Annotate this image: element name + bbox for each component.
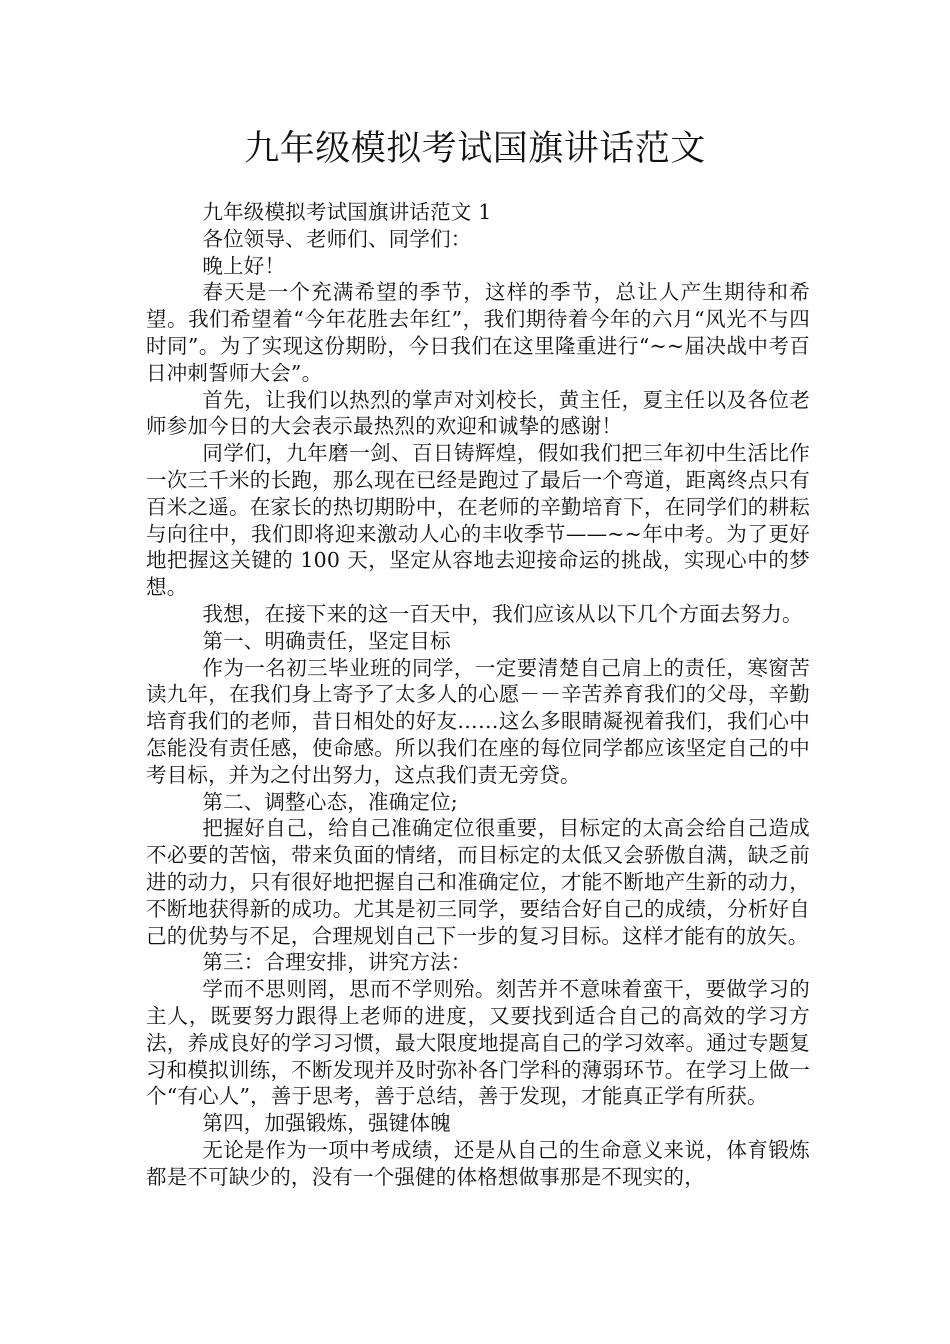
section-heading: 第二、调整心态，准确定位;	[202, 789, 458, 814]
paragraph: 我想，在接下来的这一百天中，我们应该从以下几个方面去努力。	[202, 601, 803, 626]
document-title: 九年级模拟考试国旗讲话范文	[244, 129, 706, 169]
document-body	[146, 199, 810, 1190]
paragraph-salutation: 各位领导、老师们、同学们：	[202, 226, 472, 251]
paragraph-heading: 九年级模拟考试国旗讲话范文 1	[202, 200, 492, 224]
section-heading: 第三：合理安排，讲究方法：	[202, 950, 472, 975]
paragraph: 把握好自己，给自己准确定位很重要，目标定的太高会给自己造成不必要的苦恼，带来负面的情绪，而目标定的太低又会骄傲自满，缺乏前进的动力，只有很好地把握自己和准确定位，才能不断地产生新的动力，不断地获得新的成功。尤其是初三同学，要结合好自己的成绩，分析好自己的优势与不足，合理规划自己下一步的复习目标。这样才能有的放矢。	[146, 816, 810, 948]
paragraph: 无论是作为一项中考成绩，还是从自己的生命意义来说，体育锻炼都是不可缺少的，没有一个强健的体格想做事那是不现实的，	[146, 1137, 810, 1189]
section-heading: 第一、明确责任，坚定目标	[202, 628, 451, 653]
section-heading: 第四，加强锻炼，强键体魄	[202, 1111, 451, 1136]
paragraph: 作为一名初三毕业班的同学，一定要清楚自己肩上的责任，寒窗苦读九年，在我们身上寄予了太多人的心愿－－辛苦养育我们的父母，辛勤培育我们的老师，昔日相处的好友……这么多眼睛凝视着我们，我们心中怎能没有责任感，使命感。所以我们在座的每位同学都应该坚定自己的中考目标，并为之付出努力，这点我们责无旁贷。	[146, 655, 810, 787]
paragraph: 学而不思则罔，思而不学则殆。刻苦并不意味着蛮干，要做学习的主人，既要努力跟得上老师的进度，又要找到适合自己的高效的学习方法，养成良好的学习习惯，最大限度地提高自己的学习效率。通过专题复习和模拟训练，不断发现并及时弥补各门学科的薄弱环节。在学习上做一个“有心人”，善于思考，善于总结，善于发现，才能真正学有所获。	[146, 977, 810, 1109]
paragraph-greeting: 晚上好！	[202, 253, 286, 278]
paragraph: 同学们，九年磨一剑、百日铸辉煌，假如我们把三年初中生活比作一次三千米的长跑，那么现在已经是跑过了最后一个弯道，距离终点只有百米之遥。在家长的热切期盼中，在老师的辛勤培育下，在同学们的耕耘与向往中，我们即将迎来激动人心的丰收季节——~~年中考。为了更好地把握这关键的 100 天，坚定从容地去迎接命运的挑战，实现心中的梦想。	[146, 441, 810, 600]
paragraph: 首先，让我们以热烈的掌声对刘校长，黄主任，夏主任以及各位老师参加今日的大会表示最热烈的欢迎和诚挚的感谢！	[146, 387, 810, 439]
paragraph: 春天是一个充满希望的季节，这样的季节，总让人产生期待和希望。我们希望着“今年花胜去年红”，我们期待着今年的六月“风光不与四时同”。为了实现这份期盼，今日我们在这里隆重进行“~~届决战中考百日冲刺誓师大会”。	[146, 280, 810, 385]
